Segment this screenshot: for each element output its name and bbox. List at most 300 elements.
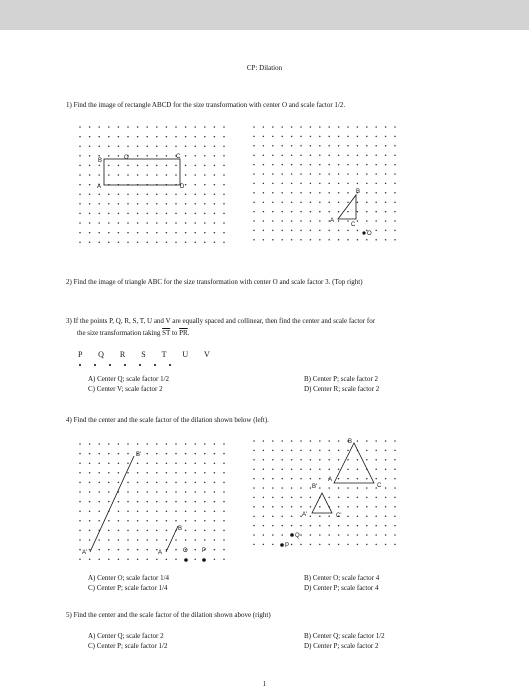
- grid-dot: [375, 468, 377, 470]
- grid-dot: [300, 506, 302, 508]
- grid-dot: [272, 450, 274, 452]
- grid-dot: [366, 154, 368, 156]
- grid-dot: [214, 203, 216, 205]
- grid-dot: [281, 201, 283, 203]
- grid-dot: [366, 544, 368, 546]
- grid-dot: [127, 126, 129, 128]
- grid-dot: [223, 203, 225, 205]
- grid-dot: [375, 173, 377, 175]
- grid-dot: [127, 232, 129, 234]
- grid-dot: [98, 155, 100, 157]
- label-a-prime: A': [82, 550, 88, 556]
- grid-dot: [79, 241, 81, 243]
- grid-dot: [146, 501, 148, 503]
- grid-dot: [137, 241, 139, 243]
- grid-dot: [118, 510, 120, 512]
- grid-dot: [291, 154, 293, 156]
- grid-dot: [127, 213, 129, 215]
- grid-dot: [375, 506, 377, 508]
- grid-dot: [204, 155, 206, 157]
- grid-dot: [357, 468, 359, 470]
- grid-dot: [300, 497, 302, 499]
- grid-dot: [166, 443, 168, 445]
- grid-dot: [118, 462, 120, 464]
- grid-dot: [300, 126, 302, 128]
- grid-dot: [175, 145, 177, 147]
- grid-dot: [137, 539, 139, 541]
- grid-dot: [166, 453, 168, 455]
- grid-dot: [281, 145, 283, 147]
- grid-dot: [338, 173, 340, 175]
- grid-dot: [146, 482, 148, 484]
- grid-dot: [338, 534, 340, 536]
- grid-dot: [214, 241, 216, 243]
- grid-dot: [310, 239, 312, 241]
- grid-dot: [366, 497, 368, 499]
- grid-dot: [281, 497, 283, 499]
- grid-dot: [375, 136, 377, 138]
- grid-dot: [281, 487, 283, 489]
- grid-dot: [204, 213, 206, 215]
- grid-dot: [175, 213, 177, 215]
- grid-dot: [272, 154, 274, 156]
- label-b-prime: B': [136, 452, 142, 458]
- grid-dot: [347, 154, 349, 156]
- q4-choice-a: A) Center O; scale factor 1/4: [88, 574, 170, 582]
- grid-dot: [272, 183, 274, 185]
- label-c: C: [176, 154, 181, 160]
- grid-dot: [291, 211, 293, 213]
- grid-dot: [357, 164, 359, 166]
- grid-dot: [185, 232, 187, 234]
- grid-dot: [146, 241, 148, 243]
- grid-dot: [118, 174, 120, 176]
- grid-dot: [338, 230, 340, 232]
- grid-dot: [319, 440, 321, 442]
- label-o: O: [124, 155, 129, 161]
- grid-dot: [394, 192, 396, 194]
- grid-dot: [347, 136, 349, 138]
- grid-dot: [263, 239, 265, 241]
- grid-dot: [156, 491, 158, 493]
- grid-dot: [185, 530, 187, 532]
- label-b: B: [98, 158, 103, 164]
- grid-dot: [185, 520, 187, 522]
- grid-dot: [300, 154, 302, 156]
- grid-dot: [214, 213, 216, 215]
- grid-dot: [146, 491, 148, 493]
- grid-dot: [338, 211, 340, 213]
- grid-dot: [156, 530, 158, 532]
- grid-dot: [79, 165, 81, 167]
- grid-dot: [357, 487, 359, 489]
- grid-dot: [223, 462, 225, 464]
- grid-dot: [127, 501, 129, 503]
- grid-dot: [357, 506, 359, 508]
- grid-dot: [394, 459, 396, 461]
- grid-dot: [357, 440, 359, 442]
- grid-dot: [272, 145, 274, 147]
- grid-dot: [175, 136, 177, 138]
- grid-dot: [194, 193, 196, 195]
- grid-dot: [204, 232, 206, 234]
- grid-dot: [394, 534, 396, 536]
- grid-dot: [98, 213, 100, 215]
- grid-dot: [272, 440, 274, 442]
- label-c-prime: C': [336, 513, 342, 519]
- grid-dot: [291, 230, 293, 232]
- grid-dot: [338, 459, 340, 461]
- grid-dot: [281, 468, 283, 470]
- grid-dot: [98, 520, 100, 522]
- grid-dot: [146, 174, 148, 176]
- grid-dot: [338, 525, 340, 527]
- grid-dot: [89, 510, 91, 512]
- grid-dot: [263, 136, 265, 138]
- grid-dot: [139, 364, 141, 366]
- grid-dot: [108, 453, 110, 455]
- grid-dot: [300, 534, 302, 536]
- grid-dot: [357, 136, 359, 138]
- grid-dot: [281, 154, 283, 156]
- grid-dot: [300, 211, 302, 213]
- grid-dot: [214, 530, 216, 532]
- grid-dot: [118, 530, 120, 532]
- grid-dot: [175, 558, 177, 560]
- grid-dot: [319, 145, 321, 147]
- grid-dot: [185, 443, 187, 445]
- grid-dot: [394, 544, 396, 546]
- grid-dot: [281, 515, 283, 517]
- grid-dot: [98, 126, 100, 128]
- grid-dot: [127, 165, 129, 167]
- grid-dot: [385, 440, 387, 442]
- grid-dot: [98, 165, 100, 167]
- triangle-abc: [334, 443, 374, 483]
- grid-dot: [328, 487, 330, 489]
- grid-dot: [291, 478, 293, 480]
- grid-dot: [310, 506, 312, 508]
- grid-dot: [185, 165, 187, 167]
- grid-dot: [79, 520, 81, 522]
- grid-dot: [394, 173, 396, 175]
- grid-dot: [166, 491, 168, 493]
- grid-dot: [300, 173, 302, 175]
- grid-dot: [127, 482, 129, 484]
- grid-dot: [108, 462, 110, 464]
- grid-dot: [166, 462, 168, 464]
- grid-dot: [223, 232, 225, 234]
- point-q-dot: [290, 533, 294, 537]
- grid-dot: [118, 222, 120, 224]
- grid-dot: [127, 539, 129, 541]
- grid-dot: [156, 193, 158, 195]
- grid-dot: [223, 145, 225, 147]
- center-o-dot: [184, 558, 188, 562]
- grid-dot: [272, 459, 274, 461]
- label-b: B: [348, 439, 353, 445]
- grid-dot: [253, 126, 255, 128]
- grid-dot: [281, 534, 283, 536]
- grid-dot: [253, 154, 255, 156]
- grid-dot: [366, 506, 368, 508]
- grid-dot: [291, 515, 293, 517]
- grid-dot: [223, 472, 225, 474]
- grid-dot: [347, 506, 349, 508]
- grid-dot: [146, 558, 148, 560]
- grid-dot: [156, 510, 158, 512]
- grid-dot: [79, 222, 81, 224]
- grid-dot: [79, 155, 81, 157]
- grid-dot: [146, 549, 148, 551]
- grid-dot: [366, 211, 368, 213]
- grid-dot: [156, 213, 158, 215]
- grid-dot: [338, 506, 340, 508]
- grid-dot: [194, 443, 196, 445]
- grid-dot: [223, 520, 225, 522]
- grid-dot: [118, 136, 120, 138]
- grid-dot: [385, 220, 387, 222]
- grid-dot: [328, 201, 330, 203]
- grid-dot: [156, 520, 158, 522]
- grid-dot: [109, 364, 111, 366]
- grid-dot: [185, 203, 187, 205]
- grid-dot: [272, 515, 274, 517]
- grid-dot: [137, 549, 139, 551]
- grid-dot: [137, 174, 139, 176]
- grid-dot: [98, 174, 100, 176]
- grid-dot: [79, 472, 81, 474]
- grid-dot: [156, 165, 158, 167]
- grid-dot: [223, 558, 225, 560]
- label-b-prime: B': [312, 484, 318, 490]
- grid-dot: [223, 443, 225, 445]
- grid-dot: [223, 539, 225, 541]
- label-d: D: [180, 184, 185, 190]
- grid-dot: [281, 211, 283, 213]
- grid-dot: [394, 450, 396, 452]
- grid-dot: [223, 549, 225, 551]
- grid-dot: [223, 482, 225, 484]
- grid-dot: [375, 497, 377, 499]
- grid-dot: [328, 136, 330, 138]
- grid-dot: [272, 164, 274, 166]
- grid-dot: [253, 544, 255, 546]
- grid-dot: [319, 525, 321, 527]
- grid-dot: [291, 192, 293, 194]
- grid-dot: [108, 193, 110, 195]
- grid-dot: [328, 544, 330, 546]
- grid-dot: [291, 544, 293, 546]
- grid-dot: [272, 497, 274, 499]
- grid-dot: [214, 145, 216, 147]
- grid-dot: [223, 136, 225, 138]
- grid-dot: [146, 530, 148, 532]
- grid-dot: [214, 558, 216, 560]
- grid-dot: [394, 211, 396, 213]
- grid-dot: [319, 239, 321, 241]
- grid-dot: [310, 126, 312, 128]
- grid-dot: [156, 174, 158, 176]
- grid-dot: [166, 482, 168, 484]
- grid-dot: [385, 506, 387, 508]
- grid-dot: [338, 478, 340, 480]
- grid-dot: [79, 510, 81, 512]
- grid-dot: [89, 193, 91, 195]
- grid-dot: [263, 544, 265, 546]
- grid-dot: [98, 145, 100, 147]
- grid-dot: [175, 482, 177, 484]
- grid-dot: [127, 443, 129, 445]
- grid-dot: [194, 155, 196, 157]
- q4-left-grid: [70, 438, 240, 568]
- grid-dot: [98, 443, 100, 445]
- grid-dot: [137, 213, 139, 215]
- grid-dot: [127, 145, 129, 147]
- grid-dot: [137, 222, 139, 224]
- grid-dot: [146, 443, 148, 445]
- grid-dot: [347, 230, 349, 232]
- grid-dot: [328, 211, 330, 213]
- grid-dot: [175, 539, 177, 541]
- grid-dot: [300, 201, 302, 203]
- grid-dot: [89, 126, 91, 128]
- grid-dot: [223, 530, 225, 532]
- grid-dot: [118, 203, 120, 205]
- grid-dot: [204, 482, 206, 484]
- grid-dot: [79, 145, 81, 147]
- grid-dot: [253, 478, 255, 480]
- grid-dot: [156, 232, 158, 234]
- grid-dot: [204, 539, 206, 541]
- grid-dot: [385, 544, 387, 546]
- grid-dot: [89, 136, 91, 138]
- grid-dot: [204, 145, 206, 147]
- grid-dot: [375, 183, 377, 185]
- grid-dot: [204, 510, 206, 512]
- grid-dot: [347, 145, 349, 147]
- grid-dot: [347, 534, 349, 536]
- grid-dot: [385, 239, 387, 241]
- grid-dot: [137, 232, 139, 234]
- grid-dot: [319, 173, 321, 175]
- grid-dot: [214, 472, 216, 474]
- grid-dot: [146, 203, 148, 205]
- grid-dot: [98, 453, 100, 455]
- grid-dot: [98, 203, 100, 205]
- grid-dot: [385, 468, 387, 470]
- grid-dot: [385, 164, 387, 166]
- grid-dot: [375, 239, 377, 241]
- grid-dot: [137, 203, 139, 205]
- grid-dot: [204, 174, 206, 176]
- grid-dot: [124, 364, 126, 366]
- grid-dot: [166, 136, 168, 138]
- grid-dot: [253, 145, 255, 147]
- grid-dot: [89, 520, 91, 522]
- grid-dot: [118, 145, 120, 147]
- grid-dot: [263, 211, 265, 213]
- grid-dot: [328, 126, 330, 128]
- grid-dot: [357, 201, 359, 203]
- grid-dot: [89, 530, 91, 532]
- grid-dot: [204, 126, 206, 128]
- grid-dot: [175, 549, 177, 551]
- grid-dot: [338, 220, 340, 222]
- grid-dot: [338, 164, 340, 166]
- grid-dot: [156, 462, 158, 464]
- grid-dot: [214, 453, 216, 455]
- grid-dot: [214, 510, 216, 512]
- grid-dot: [338, 487, 340, 489]
- grid-dot: [214, 501, 216, 503]
- center-o-dot: [362, 231, 365, 234]
- grid-dot: [272, 525, 274, 527]
- grid-dot: [385, 211, 387, 213]
- grid-dot: [108, 482, 110, 484]
- question-2-text: 2) Find the image of triangle ABC for the size transformation with center O and scale factor 3. (Top right): [66, 278, 363, 286]
- grid-dot: [214, 539, 216, 541]
- label-a: A: [328, 477, 333, 483]
- q4-right-grid: [250, 435, 410, 565]
- collinear-points-labels: P Q R S T U V: [78, 350, 217, 359]
- grid-dot: [366, 450, 368, 452]
- grid-dot: [185, 155, 187, 157]
- grid-dot: [185, 136, 187, 138]
- grid-dot: [375, 154, 377, 156]
- grid-dot: [263, 183, 265, 185]
- q1-left-grid: [70, 121, 240, 251]
- grid-dot: [185, 510, 187, 512]
- grid-dot: [108, 222, 110, 224]
- grid-dot: [385, 154, 387, 156]
- grid-dot: [118, 155, 120, 157]
- q3-choice-a: A) Center Q; scale factor 1/2: [88, 375, 170, 383]
- grid-dot: [175, 472, 177, 474]
- grid-dot: [375, 211, 377, 213]
- grid-dot: [375, 440, 377, 442]
- q5-choice-c: C) Center P; scale factor 1/2: [88, 642, 168, 650]
- grid-dot: [108, 203, 110, 205]
- label-p: P: [202, 548, 207, 554]
- label-c: C: [351, 222, 356, 228]
- grid-dot: [166, 472, 168, 474]
- grid-dot: [357, 239, 359, 241]
- grid-dot: [253, 450, 255, 452]
- grid-dot: [194, 453, 196, 455]
- grid-dot: [146, 539, 148, 541]
- grid-dot: [319, 154, 321, 156]
- grid-dot: [89, 539, 91, 541]
- q3-text-part: the size transformation taking: [77, 329, 163, 337]
- grid-dot: [253, 183, 255, 185]
- grid-dot: [89, 145, 91, 147]
- grid-dot: [154, 364, 156, 366]
- collinear-points-dots: [78, 362, 198, 368]
- grid-dot: [338, 239, 340, 241]
- grid-dot: [185, 539, 187, 541]
- grid-dot: [118, 539, 120, 541]
- grid-dot: [263, 468, 265, 470]
- grid-dot: [366, 478, 368, 480]
- grid-dot: [194, 510, 196, 512]
- grid-dot: [310, 515, 312, 517]
- grid-dot: [79, 462, 81, 464]
- label-c: C: [377, 483, 382, 489]
- grid-dot: [223, 155, 225, 157]
- grid-dot: [310, 468, 312, 470]
- grid-dot: [194, 203, 196, 205]
